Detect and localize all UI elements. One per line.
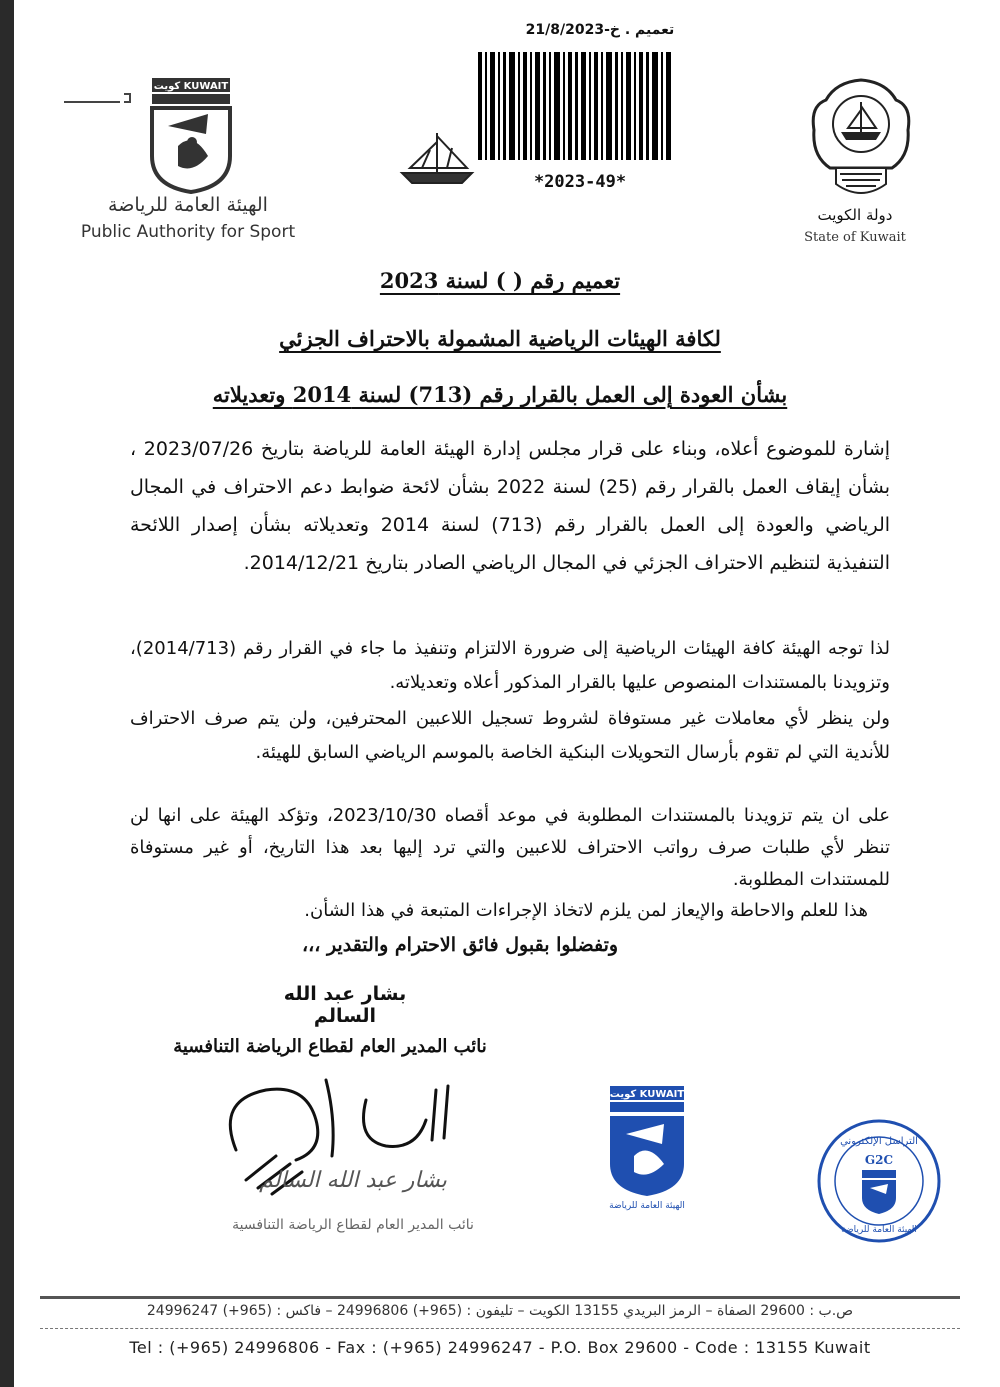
g2c-bottom-text: الهيئة العامة للرياضة [841,1225,917,1235]
body-paragraph-1: إشارة للموضوع أعلاه، وبناء على قرار مجلس إدارة الهيئة العامة للرياضة بتاريخ 2023/07/26 ، بشأن إيقاف العمل بالقرار رقم (25) لسنة 2022 بشأن لائحة ضوابط دعم الاحتراف في المجال الرياضي والعودة إلى العمل بالقرار رقم (713) لسنة 2014 وتعديلاته بشأن إصدار اللائحة التنفيذية لتنظيم الاحتراف الجزئي في المجال الرياضي الصادر بتاريخ 2014/12/21. [130,438,891,574]
signature-stamp-title: نائب المدير العام لقطاع الرياضة التنافسية [232,1217,474,1233]
subject-text: بشأن العودة إلى العمل بالقرار رقم (713) لسنة 2014 وتعديلاته [212,382,788,407]
body-paragraph-2: لذا توجه الهيئة كافة الهيئات الرياضية إلى ضرورة الالتزام وتنفيذ ما جاء في القرار رقم (2014/713)، وتزويدنا بالمستندات المنصوص عليها بالقرار المذكور أعلاه وتعديلاته. [130,638,890,693]
signature-stamp-name: بشار عبد الله السالم [259,1168,447,1193]
state-name-ar: دولة الكويت [817,206,893,224]
closing-line: وتفضلوا بقبول فائق الاحترام والتقدير ،،، [301,934,619,956]
circular-reference: تعميم . خ-21/8/2023 [525,22,675,38]
g2c-ring-text: التراسل الإلكتروني [840,1136,918,1147]
signatory-name: بشار عبد الله السالم [283,983,407,1027]
kuwait-emblem-icon [806,76,916,204]
barcode-number: *2023-49* [533,172,627,192]
addressee-title [120,326,880,351]
authority-name-en: Public Authority for Sport [80,222,296,242]
barcode [476,52,676,160]
ship-watermark-icon [392,128,482,188]
body-paragraph-3: ولن ينظر لأي معاملات غير مستوفاة لشروط تسجيل اللاعبين المحترفين، ولن يتم صرف الاحتراف للأندية التي لم تقوم بأرسال التحويلات البنكية الخاصة بالموسم الرياضي السابق للهيئة. [130,708,890,763]
decorative-dash [62,88,134,108]
footer-dashed-divider [40,1328,960,1329]
note-line: هذا للعلم والاحاطة والإيعاز لمن يلزم لاتخاذ الإجراءات المتبعة في هذا الشأن. [304,900,868,921]
g2c-label: G2C [864,1153,894,1167]
authority-logo-icon [148,76,234,194]
circular-number-text: تعميم رقم ( ) لسنة 2023 [379,268,621,293]
body-paragraph-4: على ان يتم تزويدنا بالمستندات المطلوبة في موعد أقصاه 2023/10/30، وتؤكد الهيئة على انها لن تنظر لأي طلبات صرف رواتب الاحتراف للاعبين والتي ترد إليها بعد هذا التاريخ، أو غير مستوفاة للمستندات المطلوبة. [130,805,890,890]
blue-logo-text: كويت KUWAIT [609,1089,685,1100]
circular-number-title [120,268,880,293]
addressee-text: لكافة الهيئات الرياضية المشمولة بالاحتراف الجزئي [279,326,721,351]
footer-contact-en: Tel : (+965) 24996806 - Fax : (+965) 24996247 - P.O. Box 29600 - Code : 13155 Kuwait [129,1338,871,1357]
authority-logo-text: كويت KUWAIT [153,81,229,92]
footer-contact-ar: ص.ب : 29600 الصفاة – الرمز البريدي 13155 الكويت – تليفون : (965+) 24996806 – فاكس : (965+) 24996247 [146,1303,854,1319]
signatory-title: نائب المدير العام لقطاع الرياضة التنافسية [173,1036,487,1057]
page-edge [0,0,14,1387]
footer-divider [40,1296,960,1299]
authority-blue-stamp-icon [604,1084,690,1212]
state-name-en: State of Kuwait [804,230,906,245]
blue-logo-caption: الهيئة العامة للرياضة [609,1201,685,1211]
authority-name-ar: الهيئة العامة للرياضة [108,194,268,216]
g2c-seal-icon [816,1118,942,1244]
subject-title [120,382,880,407]
